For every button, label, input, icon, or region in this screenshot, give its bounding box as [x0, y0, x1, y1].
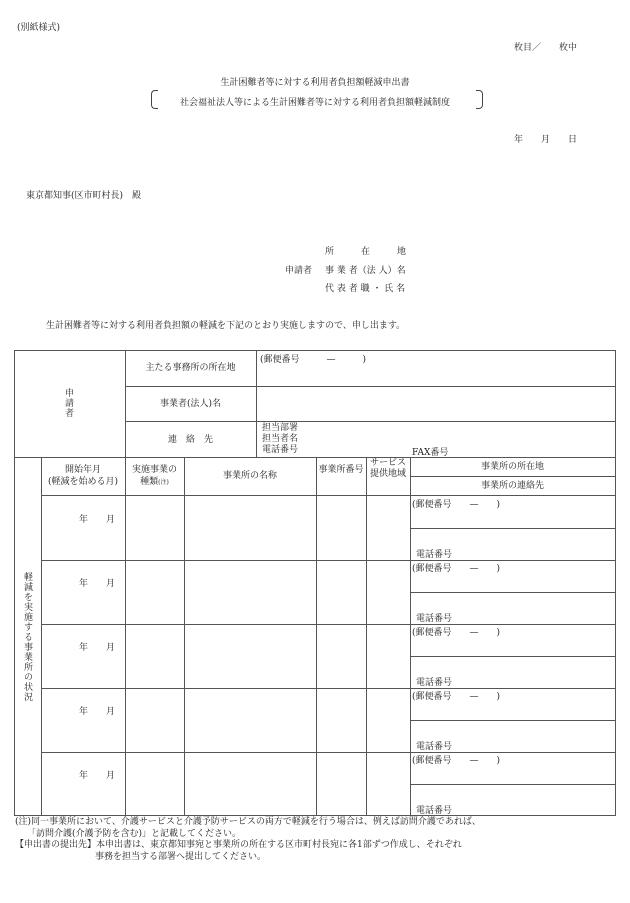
- postal-field[interactable]: (郵便番号 — ): [412, 500, 501, 510]
- col-office-name: 事業所の名称: [222, 471, 277, 481]
- person-label: 担当者名: [262, 434, 299, 444]
- applicant-rep-label: 代 表 者 職 ・ 氏 名: [325, 284, 406, 294]
- applicant-name-label: 事 業 者（法 人）名: [325, 266, 406, 276]
- col-office-location: 事業所の所在地: [480, 462, 544, 472]
- note-line: (注)同一事業所において、介護サービスと介護予防サービスの両方で軽減を行う場合は、例えば訪問介護であれば、: [15, 817, 481, 827]
- contact-fields[interactable]: [262, 423, 298, 456]
- applicant-header: 申請者: [63, 388, 73, 418]
- start-date[interactable]: 年 月: [79, 707, 116, 717]
- business-name-field[interactable]: [257, 387, 614, 420]
- phone-field[interactable]: 電話番号: [416, 678, 453, 688]
- fax-label: FAX番号: [412, 448, 449, 458]
- note-line: 事務を担当する部署へ提出してください。: [95, 851, 267, 862]
- main-office-label: 主たる事務所の所在地: [145, 363, 236, 373]
- postal-field[interactable]: (郵便番号 — ): [412, 628, 501, 638]
- phone-field[interactable]: 電話番号: [416, 550, 453, 560]
- start-date[interactable]: 年 月: [79, 579, 116, 589]
- intro-text: 生計困難者等に対する利用者負担額の軽減を下記のとおり実施しますので、申し出ます。: [46, 321, 406, 331]
- note-line: 【申出書の提出先】本申出書は、東京都知事宛と事業所の所在する区市町村長宛に各1部ずつ作成し、それぞれ: [15, 840, 462, 850]
- col-office-number: 事業所番号: [318, 465, 364, 475]
- phone-label: 電話番号: [262, 445, 299, 455]
- applicant-label: 申請者: [285, 266, 313, 276]
- date-field: 年 月 日: [514, 135, 578, 145]
- contact-label: 連 絡 先: [167, 435, 213, 445]
- notes: [15, 817, 481, 863]
- start-date[interactable]: 年 月: [79, 515, 116, 525]
- phone-field[interactable]: 電話番号: [416, 806, 453, 816]
- department-label: 担当部署: [262, 423, 299, 433]
- phone-field[interactable]: 電話番号: [416, 614, 453, 624]
- postal-field[interactable]: (郵便番号 — ): [412, 564, 501, 574]
- col-start-month: 開始年月 (軽減を始める月): [47, 465, 119, 487]
- col-office-contact: 事業所の連絡先: [480, 481, 544, 491]
- section-label: 軽減を実施する事業所の状況: [22, 572, 32, 702]
- main-office-postal[interactable]: (郵便番号 — ): [260, 355, 367, 365]
- postal-field[interactable]: (郵便番号 — ): [412, 692, 501, 702]
- right-bracket: [476, 90, 483, 109]
- note-line: 「訪問介護(介護予防を含む)」と記載してください。: [27, 828, 242, 839]
- document-subtitle: 社会福祉法人等による生計困難者等に対する利用者負担額軽減制度: [179, 98, 450, 108]
- start-date[interactable]: 年 月: [79, 771, 116, 781]
- page-count: 枚目／ 枚中: [514, 43, 578, 53]
- col-service-area: サービス提供地域: [369, 458, 406, 479]
- postal-field[interactable]: (郵便番号 — ): [412, 756, 501, 766]
- start-date[interactable]: 年 月: [79, 643, 116, 653]
- col-service-type: 実施事業の 種類(注): [131, 465, 177, 487]
- addressee: 東京都知事(区市町村長) 殿: [26, 191, 142, 201]
- form-label: (別紙様式): [17, 23, 61, 33]
- phone-field[interactable]: 電話番号: [416, 742, 453, 752]
- business-name-label: 事業者(法人)名: [159, 399, 222, 409]
- document-title: 生計困難者等に対する利用者負担額軽減申出書: [220, 78, 410, 88]
- applicant-address-label: 所 在 地: [325, 247, 407, 257]
